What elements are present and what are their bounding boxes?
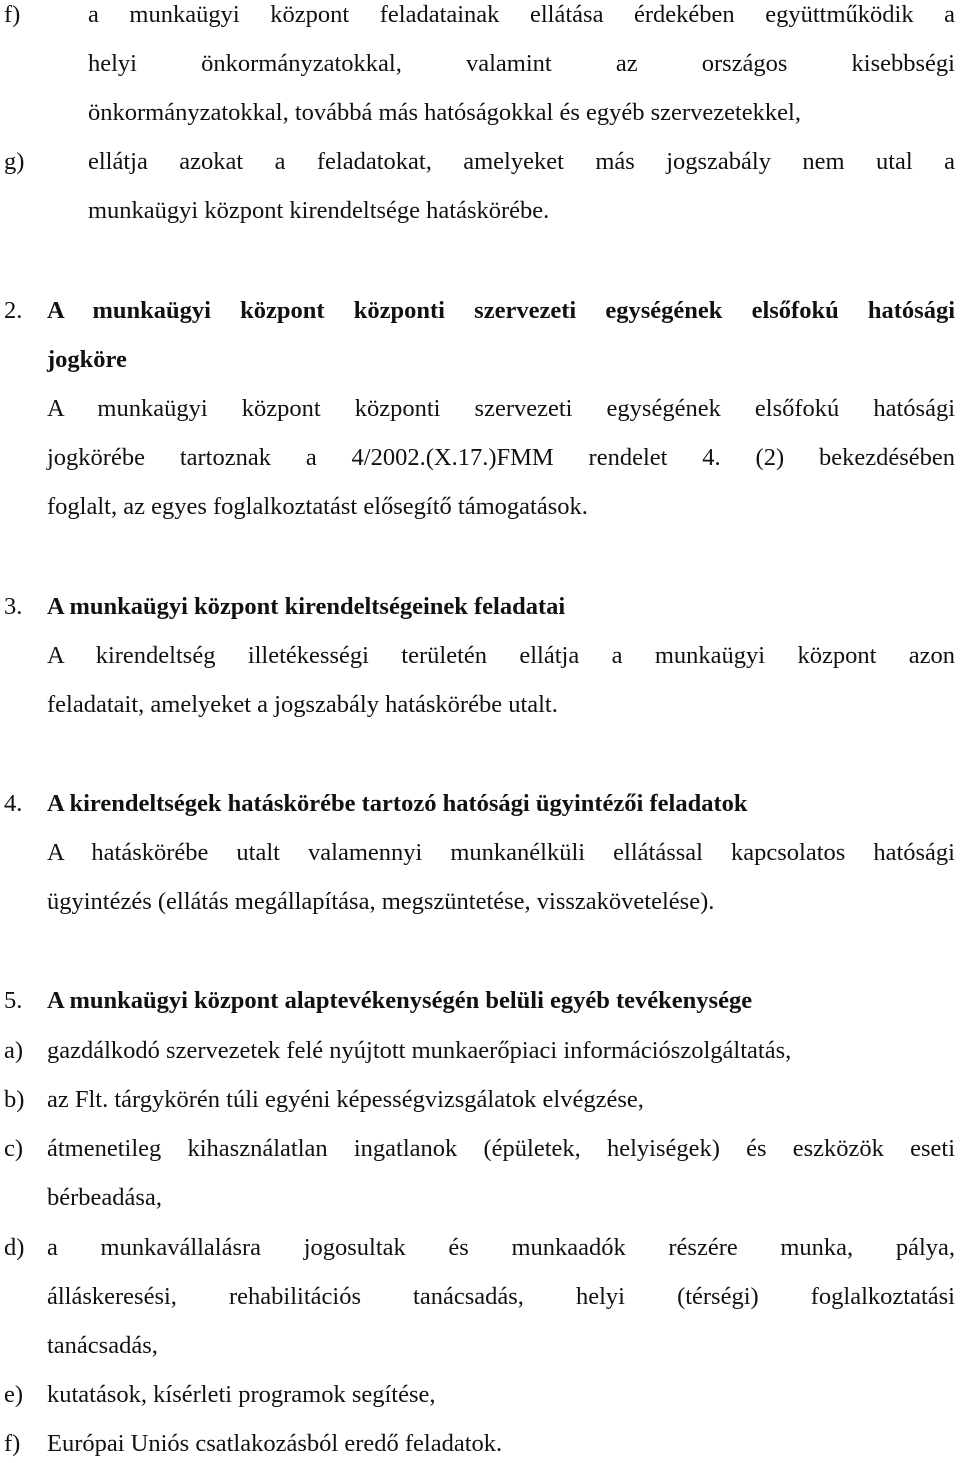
item-label: a) bbox=[4, 1037, 24, 1064]
section-heading: A munkaügyi központ kirendeltségeinek feladatai bbox=[47, 593, 566, 620]
section-body-line: A kirendeltség illetékességi területén ellátja a munkaügyi központ azon bbox=[47, 642, 955, 669]
item-text-line: a munkaügyi központ feladatainak ellátása érdekében együttműködik a bbox=[88, 1, 955, 28]
section-number: 3. bbox=[4, 593, 23, 620]
item-label: d) bbox=[4, 1234, 25, 1261]
section-heading: jogköre bbox=[47, 346, 127, 373]
item-label: f) bbox=[4, 1430, 21, 1457]
item-text-line: bérbeadása, bbox=[47, 1184, 162, 1211]
item-text-line: önkormányzatokkal, továbbá más hatóságokkal és egyéb szervezetekkel, bbox=[88, 99, 801, 126]
section-body-line: jogkörébe tartoznak a 4/2002.(X.17.)FMM rendelet 4. (2) bekezdésében bbox=[47, 444, 955, 471]
item-text-line: az Flt. tárgykörén túli egyéni képességvizsgálatok elvégzése, bbox=[47, 1086, 644, 1113]
item-text-line: a munkavállalásra jogosultak és munkaadók részére munka, pálya, bbox=[47, 1234, 955, 1261]
item-label: e) bbox=[4, 1381, 24, 1408]
item-label: g) bbox=[4, 148, 25, 175]
section-number: 2. bbox=[4, 297, 23, 324]
section-body-line: foglalt, az egyes foglalkoztatást elősegítő támogatások. bbox=[47, 493, 588, 520]
section-heading: A kirendeltségek hatáskörébe tartozó hatósági ügyintézői feladatok bbox=[47, 790, 748, 817]
item-text-line: átmenetileg kihasználatlan ingatlanok (épületek, helyiségek) és eszközök eseti bbox=[47, 1135, 955, 1162]
item-text-line: tanácsadás, bbox=[47, 1332, 158, 1359]
item-text-line: kutatások, kísérleti programok segítése, bbox=[47, 1381, 436, 1408]
section-heading: A munkaügyi központ alaptevékenységén belüli egyéb tevékenysége bbox=[47, 987, 753, 1014]
item-label: b) bbox=[4, 1086, 25, 1113]
section-number: 5. bbox=[4, 987, 23, 1014]
section-body-line: feladatait, amelyeket a jogszabály hatáskörébe utalt. bbox=[47, 691, 558, 718]
section-body-line: A hatáskörébe utalt valamennyi munkanélküli ellátással kapcsolatos hatósági bbox=[47, 839, 955, 866]
item-text-line: Európai Uniós csatlakozásból eredő feladatok. bbox=[47, 1430, 503, 1457]
section-body-line: A munkaügyi központ központi szervezeti egységének elsőfokú hatósági bbox=[47, 395, 955, 422]
item-label: f) bbox=[4, 1, 21, 28]
item-text-line: gazdálkodó szervezetek felé nyújtott munkaerőpiaci információszolgáltatás, bbox=[47, 1037, 792, 1064]
item-text-line: munkaügyi központ kirendeltsége hatáskörébe. bbox=[88, 197, 550, 224]
item-text-line: helyi önkormányzatokkal, valamint az országos kisebbségi bbox=[88, 50, 955, 77]
item-label: c) bbox=[4, 1135, 24, 1162]
item-text-line: ellátja azokat a feladatokat, amelyeket más jogszabály nem utal a bbox=[88, 148, 955, 175]
section-body-line: ügyintézés (ellátás megállapítása, megszüntetése, visszakövetelése). bbox=[47, 888, 715, 915]
item-text-line: álláskeresési, rehabilitációs tanácsadás, helyi (térségi) foglalkoztatási bbox=[47, 1283, 955, 1310]
section-heading: A munkaügyi központ központi szervezeti egységének elsőfokú hatósági bbox=[47, 297, 955, 324]
section-number: 4. bbox=[4, 790, 23, 817]
